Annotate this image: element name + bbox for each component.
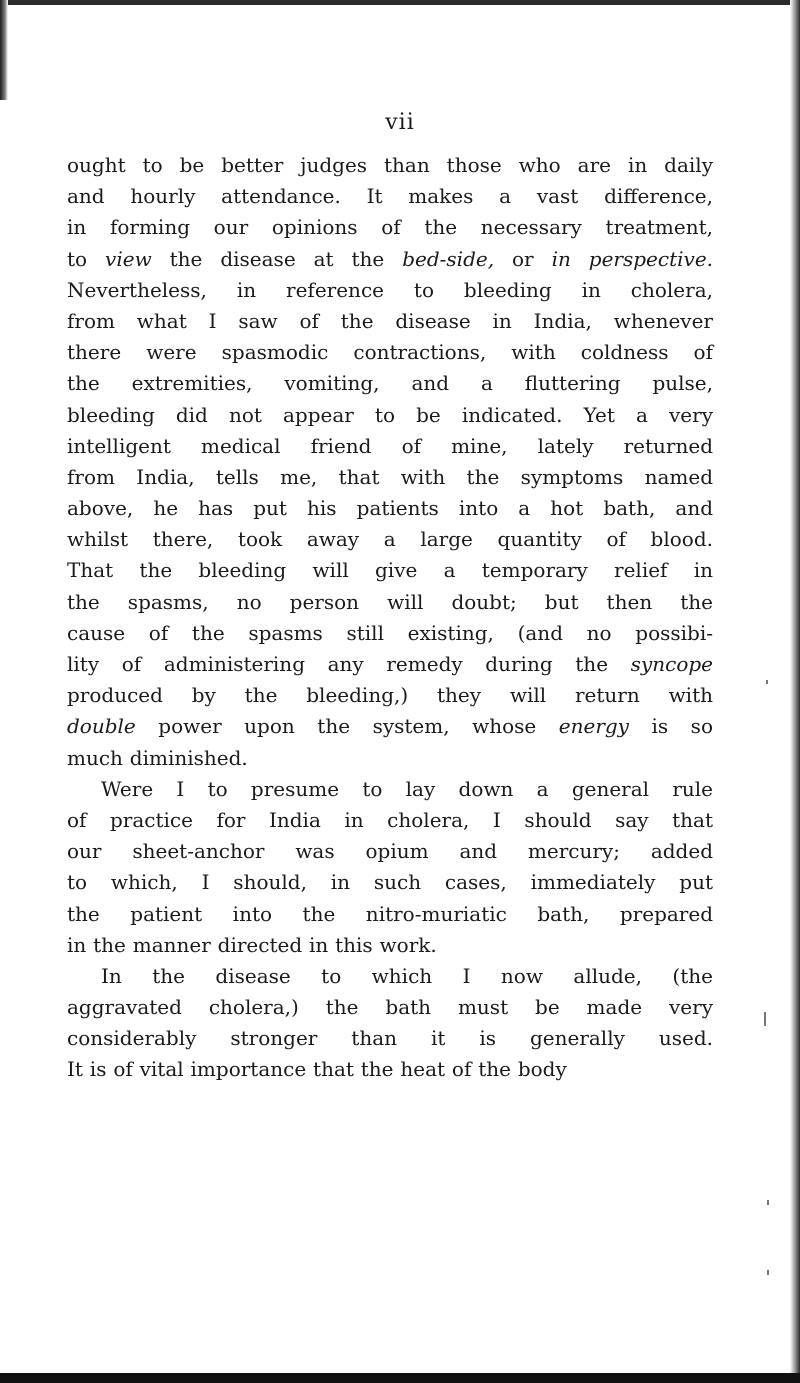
text-run: considerably stronger than it is generally used. (67, 1026, 713, 1051)
italic-run: syncope (630, 652, 713, 676)
text-line (67, 337, 713, 368)
text-line (67, 867, 713, 898)
text-line (67, 961, 713, 992)
text-run: the disease at the (151, 246, 403, 271)
text-run: the extremities, vomiting, and a fluttering pulse, (67, 371, 713, 396)
text-run: in forming our opinions of the necessary treatment, (67, 215, 713, 240)
paragraph (67, 774, 713, 961)
text-run: from what I saw of the disease in India, whenever (67, 308, 713, 333)
text-run: there were spasmodic contractions, with coldness of (67, 340, 713, 365)
text-line (67, 649, 713, 680)
text-run: and hourly attendance. It makes a vast difference, (67, 184, 713, 209)
text-line (67, 743, 713, 774)
paragraph (67, 961, 713, 1086)
text-run: lity of administering any remedy during the (67, 652, 631, 676)
text-line (67, 1023, 713, 1054)
text-line (67, 400, 713, 431)
text-run: above, he has put his patients into a hot bath, and (67, 496, 713, 521)
page-edge-right (790, 0, 800, 1383)
text-line (67, 899, 713, 930)
page-edge-top (0, 0, 800, 5)
text-run: Nevertheless, in reference to bleeding in cholera, (67, 277, 713, 302)
italic-run: double (67, 714, 136, 739)
text-line (67, 181, 713, 212)
text-line (67, 805, 713, 836)
page-edge-left (0, 0, 8, 100)
text-run: the patient into the nitro-muriatic bath, prepared (67, 901, 713, 926)
text-run: whilst there, took away a large quantity of blood. (67, 527, 713, 552)
italic-run: view (105, 246, 152, 271)
margin-speck (767, 1270, 769, 1275)
text-line (67, 150, 713, 181)
text-line (67, 774, 713, 805)
text-run: bleeding did not appear to be indicated. Yet a very (67, 402, 713, 427)
text-line (67, 212, 713, 243)
page-edge-bottom (0, 1373, 800, 1383)
italic-run: energy (558, 714, 629, 739)
text-line (67, 587, 713, 618)
text-line (67, 711, 713, 742)
text-line (67, 992, 713, 1023)
text-line (67, 244, 713, 275)
text-run: power upon the system, whose (135, 714, 559, 739)
text-line (67, 275, 713, 306)
text-run: cause of the spasms still existing, (and no possibi- (67, 620, 713, 645)
text-run: or (494, 246, 552, 271)
text-line (67, 462, 713, 493)
text-line (67, 524, 713, 555)
text-line (67, 431, 713, 462)
text-run: the spasms, no person will doubt; but then the (67, 589, 713, 614)
text-line (67, 680, 713, 711)
text-line (67, 618, 713, 649)
text-run: intelligent medical friend of mine, lately returned (67, 433, 713, 458)
text-run: produced by the bleeding,) they will return with (67, 683, 713, 708)
text-run: much diminished. (67, 745, 248, 770)
margin-speck (767, 1200, 769, 1205)
text-run: from India, tells me, that with the symptoms named (67, 464, 713, 489)
body-text (67, 150, 713, 1086)
italic-run: in perspective. (551, 246, 714, 271)
text-line (67, 368, 713, 399)
text-run: to (67, 246, 106, 271)
margin-speck (766, 680, 768, 684)
text-line (67, 306, 713, 337)
text-line (67, 493, 713, 524)
text-run: of practice for India in cholera, I should say that (67, 807, 713, 832)
text-run: to which, I should, in such cases, immediately put (67, 870, 713, 895)
text-line (67, 555, 713, 586)
margin-speck (764, 1012, 766, 1026)
text-line (67, 836, 713, 867)
text-run: our sheet-anchor was opium and mercury; added (67, 839, 713, 864)
text-line (67, 1054, 713, 1085)
text-run: That the bleeding will give a temporary relief in (67, 558, 713, 583)
text-run: It is of vital importance that the heat of the body (67, 1057, 567, 1082)
text-run: is so (628, 714, 713, 739)
paragraph (67, 150, 713, 774)
text-run: aggravated cholera,) the bath must be made very (67, 995, 713, 1020)
italic-run: bed-side, (402, 246, 495, 271)
text-run: ought to be better judges than those who are in daily (67, 153, 713, 177)
text-line (67, 930, 713, 961)
text-run: In the disease to which I now allude, (the (101, 963, 713, 988)
text-run: in the manner directed in this work. (67, 932, 437, 957)
text-run: Were I to presume to lay down a general rule (101, 776, 713, 801)
page-number: vii (385, 110, 415, 135)
